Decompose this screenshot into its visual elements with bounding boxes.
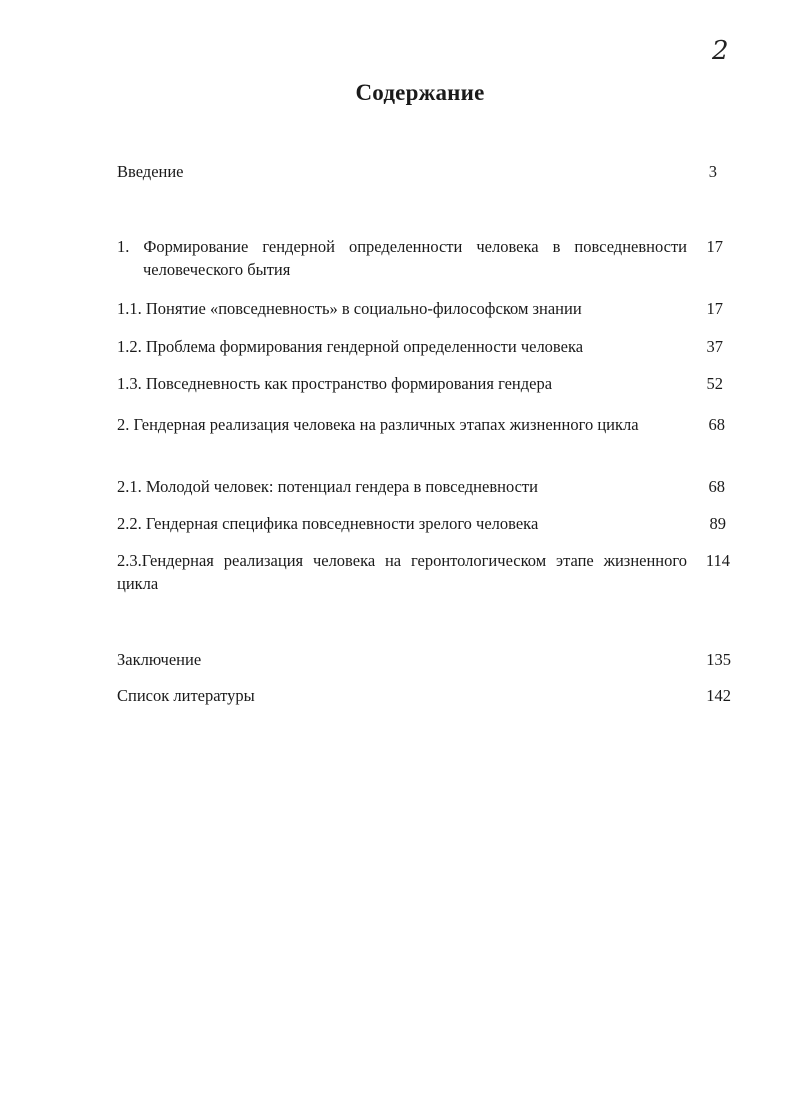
toc-entry-page: 17: [706, 299, 723, 318]
toc-entry-conclusion: [117, 648, 731, 671]
toc-entry-text: 2.3.Гендерная реализация человека на геронтологическом этапе жизненного цикла: [117, 551, 687, 593]
page-number: 2: [712, 36, 729, 66]
toc-entry-section-2-2: [117, 512, 731, 535]
toc-entry-text: Список литературы: [117, 686, 255, 705]
toc-entry-section-1-2: [117, 335, 731, 358]
toc-entry-section-1-3: [117, 372, 731, 395]
toc-entry-introduction: [117, 160, 731, 183]
toc-entry-text: Заключение: [117, 650, 202, 669]
toc-entry-text: 1.2. Проблема формирования гендерной определенности человека: [117, 337, 584, 356]
toc-entry-page: 135: [706, 650, 731, 669]
page-title: Содержание: [355, 80, 485, 105]
toc-entry-text: 1.1. Понятие «повседневность» в социально-философском знании: [117, 299, 582, 318]
toc-entry-chapter-2: [117, 413, 731, 436]
toc-entry-page: 17: [706, 237, 723, 256]
toc-entry-text: 1.3. Повседневность как пространство формирования гендера: [117, 374, 553, 393]
toc-entry-section-2-3: [117, 549, 731, 595]
toc-entry-section-2-1: [117, 475, 731, 498]
toc-entry-text: 1. Формирование гендерной определенности человека в повседневности человеческого бытия: [117, 237, 687, 279]
toc-entry-section-1-1: [117, 297, 731, 320]
toc-entry-page: 114: [705, 551, 730, 570]
toc-entry-page: 68: [708, 477, 725, 496]
toc-entry-text: Введение: [117, 162, 184, 181]
toc-entry-page: 3: [708, 162, 717, 181]
toc-entry-text: 2. Гендерная реализация человека на различных этапах жизненного цикла: [117, 415, 639, 434]
toc-entry-page: 52: [706, 374, 723, 393]
toc-entry-page: 37: [706, 337, 723, 356]
toc-entry-chapter-1: [117, 235, 731, 281]
toc-entry-page: 89: [709, 514, 726, 533]
toc-entry-text: 2.1. Молодой человек: потенциал гендера в повседневности: [117, 477, 538, 496]
toc-entry-page: 68: [708, 415, 725, 434]
toc-entry-bibliography: [117, 684, 731, 707]
toc-entry-page: 142: [706, 686, 731, 705]
toc-entry-text: 2.2. Гендерная специфика повседневности зрелого человека: [117, 514, 539, 533]
